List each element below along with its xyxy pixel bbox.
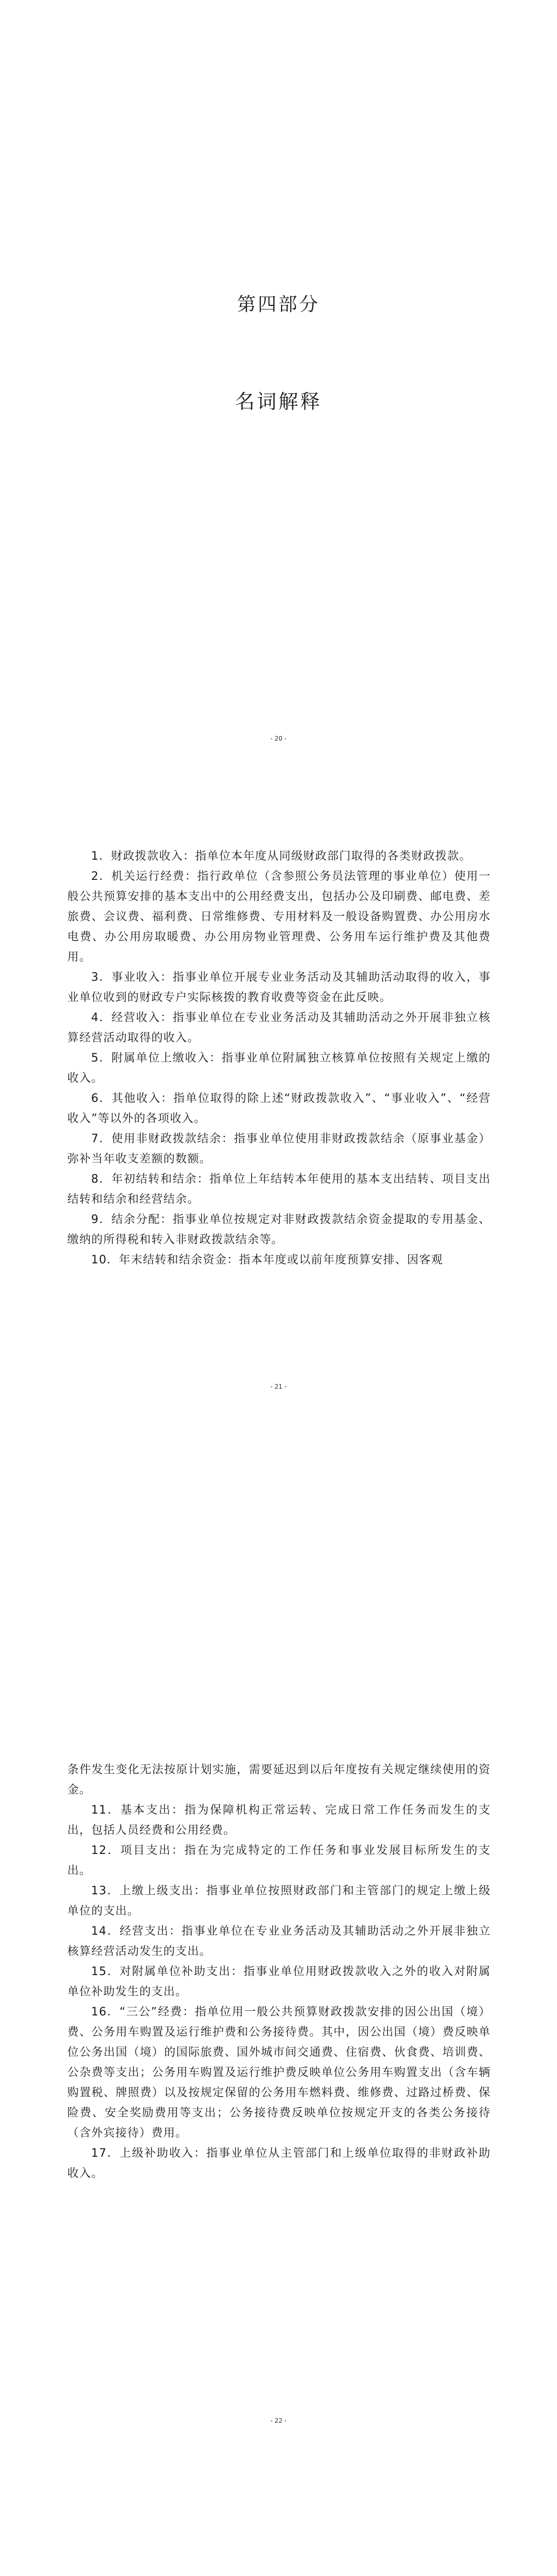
definition-item: 14．经营支出：指事业单位在专业业务活动及其辅助活动之外开展非独立核算经营活动发生的支出。 (67, 1925, 491, 1958)
definition-item: 8．年初结转和结余：指单位上年结转本年使用的基本支出结转、项目支出结转和结余和经营结余。 (67, 1173, 491, 1206)
definition-item: 13．上缴上级支出：指事业单位按照财政部门和主管部门的规定上缴上级单位的支出。 (67, 1885, 491, 1918)
definition-item: 16．“三公”经费：指单位用一般公共预算财政拨款安排的因公出国（境）费、公务用车购置及运行维护费和公务接待费。其中，因公出国（境）费反映单位公务出国（境）的国际旅费、国外城市间交通费、住宿费、伙食费、培训费、公杂费等支出；公务用车购置及运行维护费反映单位公务用车购置支出（含车辆购置税、牌照费）以及按规定保留的公务用车燃料费、维修费、过路过桥费、保险费、安全奖励费用等支出；公务接待费反映单位按规定开支的各类公务接待（含外宾接待）费用。 (67, 2006, 491, 2140)
definition-item: 7．使用非财政拨款结余：指事业单位使用非财政拨款结余（原事业基金）弥补当年收支差额的数额。 (67, 1132, 491, 1166)
definition-item: 10．年末结转和结余资金：指本年度或以前年度预算安排、因客观 (91, 1254, 443, 1267)
definition-item: 17．上级补助收入：指事业单位从主管部门和上级单位取得的非财政补助收入。 (67, 2147, 491, 2180)
definition-item: 12．项目支出：指在为完成特定的工作任务和事业发展目标所发生的支出。 (67, 1844, 491, 1877)
page-21 (0, 776, 557, 1677)
definition-item: 15．对附属单位补助支出：指事业单位用财政拨款收入之外的收入对附属单位补助发生的支出。 (67, 1965, 491, 1998)
page-number: - 20 - (270, 735, 287, 742)
part-heading: 第四部分 (237, 294, 320, 315)
definition-item: 1．财政拨款收入：指单位本年度从同级财政部门取得的各类财政拨款。 (91, 850, 472, 863)
definition-continuation: 条件发生变化无法按原计划实施，需要延迟到以后年度按有关规定继续使用的资金。 (67, 1763, 491, 1797)
definition-item: 2．机关运行经费：指行政单位（含参照公务员法管理的事业单位）使用一般公共预算安排的基本支出中的公用经费支出，包括办公及印刷费、邮电费、差旅费、会议费、福利费、日常维修费、专用材料及一般设备购置费、办公用房水电费、办公用房取暖费、办公用房物业管理费、公务用车运行维护费及其他费用。 (67, 870, 491, 964)
definition-item: 3．事业收入：指事业单位开展专业业务活动及其辅助活动取得的收入，事业单位收到的财政专户实际核拨的教育收费等资金在此反映。 (67, 971, 491, 1004)
page-number: - 21 - (270, 1383, 287, 1390)
definition-item: 11．基本支出：指为保障机构正常运转、完成日常工作任务而发生的支出，包括人员经费和公用经费。 (67, 1804, 491, 1837)
definitions-list (67, 1760, 491, 2184)
section-title: 名词解释 (234, 390, 322, 413)
page-22 (0, 1677, 557, 2576)
page-number: - 22 - (270, 2417, 287, 2424)
definition-item: 9．结余分配：指事业单位按规定对非财政拨款结余资金提取的专用基金、缴纳的所得税和转入非财政拨款结余等。 (67, 1213, 491, 1246)
definitions-list (67, 846, 491, 1270)
definition-item: 4．经营收入：指事业单位在专业业务活动及其辅助活动之外开展非独立核算经营活动取得的收入。 (67, 1011, 491, 1044)
page-20 (0, 0, 557, 776)
definition-item: 5．附属单位上缴收入：指事业单位附属独立核算单位按照有关规定上缴的收入。 (67, 1052, 491, 1085)
definition-item: 6．其他收入：指单位取得的除上述“财政拨款收入”、“事业收入”、“经营收入”等以外的各项收入。 (67, 1092, 491, 1125)
